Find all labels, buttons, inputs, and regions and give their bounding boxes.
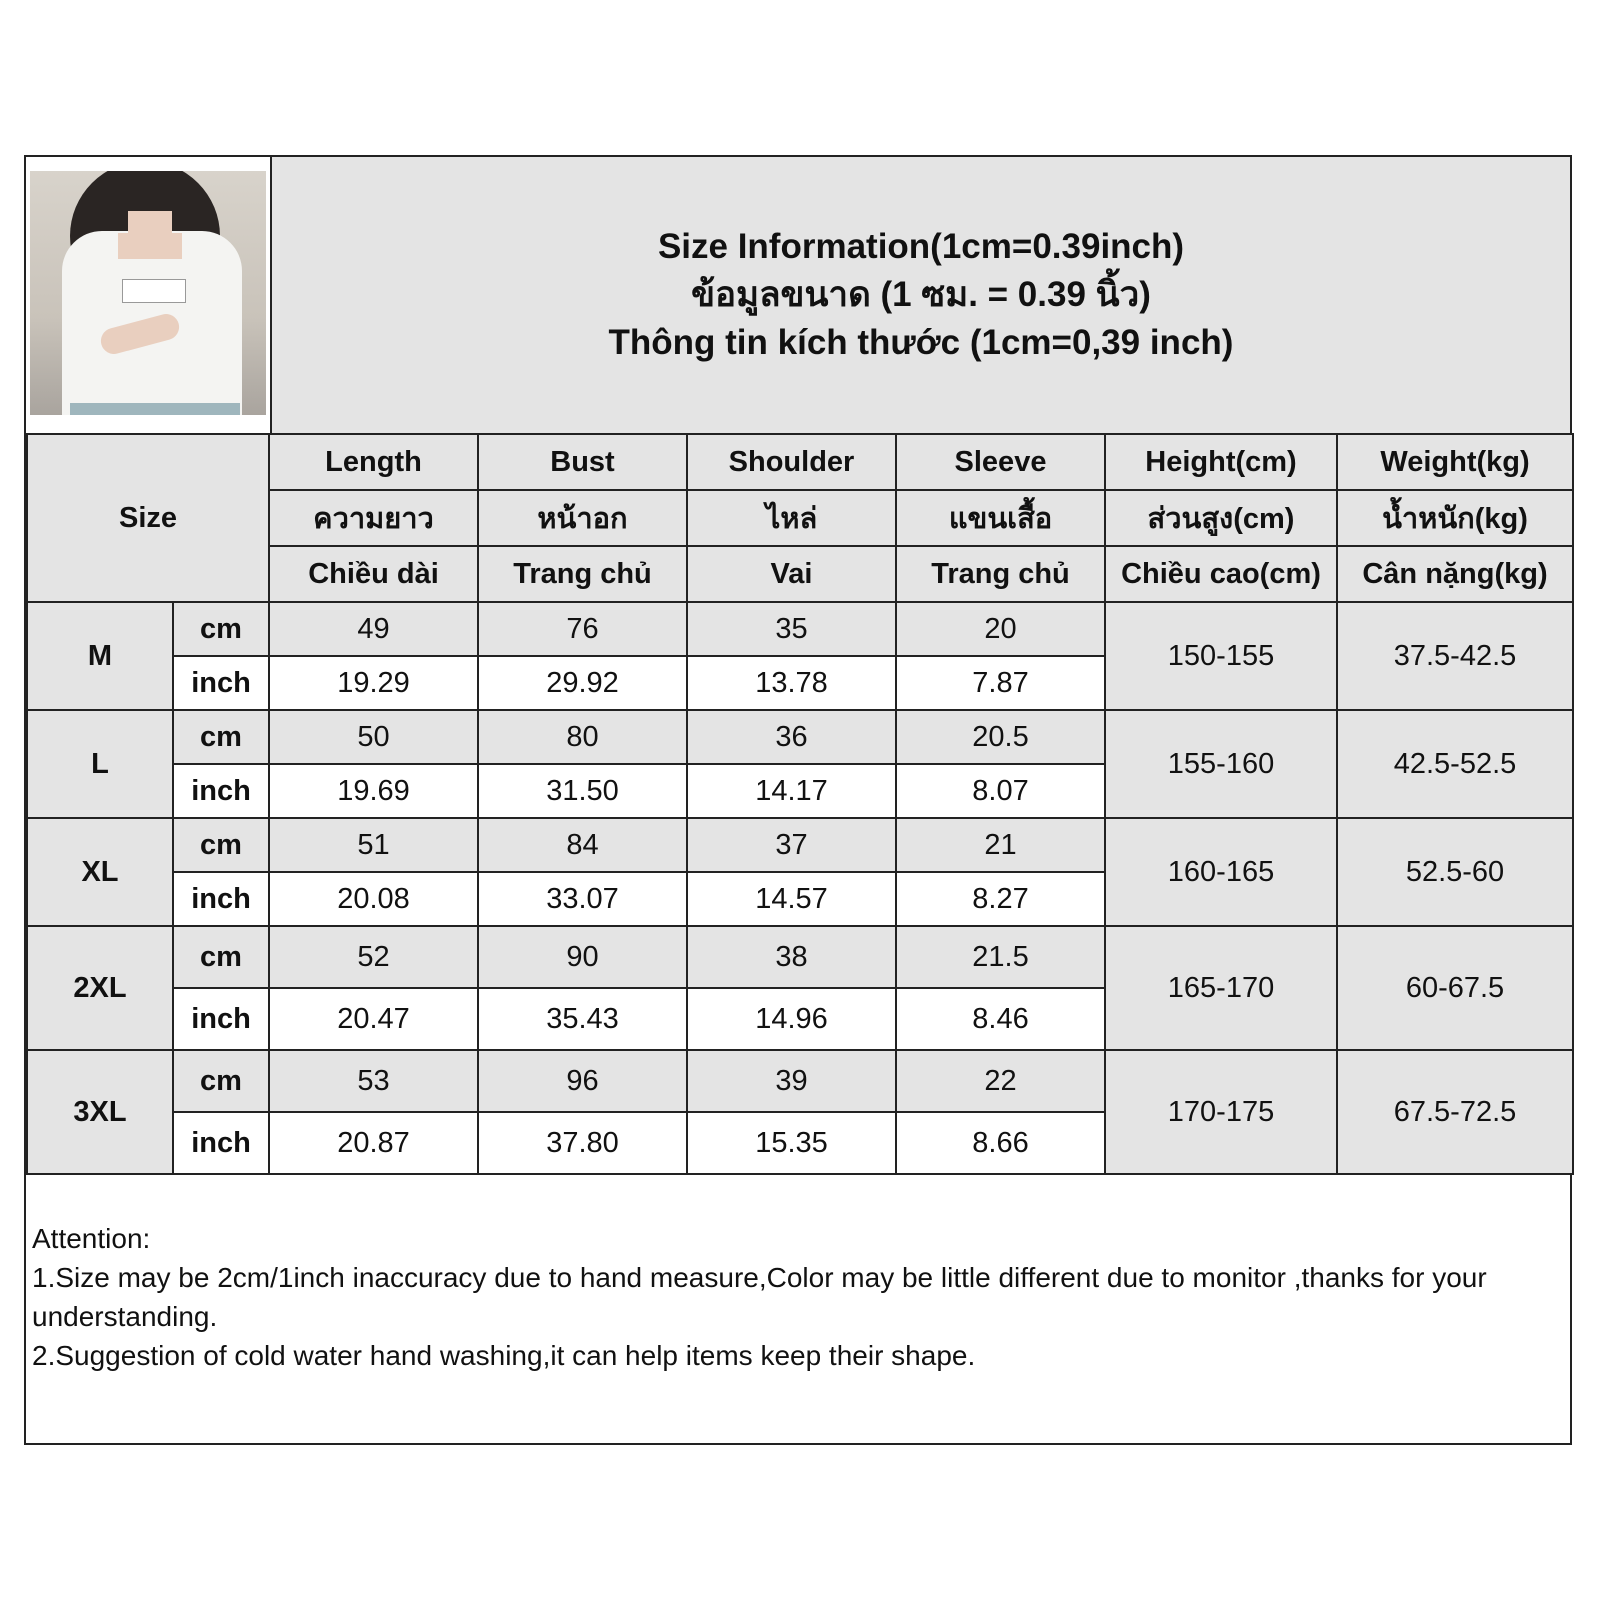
notes-line-2: 2.Suggestion of cold water hand washing,it can help items keep their shape.: [32, 1340, 976, 1371]
unit-label: cm: [173, 818, 269, 872]
unit-label: inch: [173, 656, 269, 710]
weight-range: 37.5-42.5: [1337, 602, 1573, 710]
column-header-en: Bust: [478, 434, 687, 490]
measurement-cell: 96: [478, 1050, 687, 1112]
header-row-en: [27, 434, 1573, 490]
height-range: 165-170: [1105, 926, 1337, 1050]
title-vietnamese: Thông tin kích thước (1cm=0,39 inch): [608, 323, 1234, 362]
size-label: L: [27, 710, 173, 818]
size-label: 3XL: [27, 1050, 173, 1174]
column-header-vi: Chiều cao(cm): [1105, 546, 1337, 602]
measurement-cell: 20.47: [269, 988, 478, 1050]
measurement-cell: 15.35: [687, 1112, 896, 1174]
unit-label: cm: [173, 926, 269, 988]
unit-label: inch: [173, 764, 269, 818]
measurement-cell: 7.87: [896, 656, 1105, 710]
size-row-cm: [27, 818, 1573, 872]
measurement-cell: 50: [269, 710, 478, 764]
column-header-vi: Cân nặng(kg): [1337, 546, 1573, 602]
measurement-cell: 35.43: [478, 988, 687, 1050]
title-block: [270, 157, 1570, 433]
measurement-cell: 90: [478, 926, 687, 988]
size-row-cm: [27, 602, 1573, 656]
notes-heading: Attention:: [32, 1223, 151, 1254]
column-header-th: ส่วนสูง(cm): [1105, 490, 1337, 546]
measurement-cell: 20.87: [269, 1112, 478, 1174]
unit-label: inch: [173, 1112, 269, 1174]
measurement-cell: 51: [269, 818, 478, 872]
unit-label: inch: [173, 988, 269, 1050]
measurement-cell: 33.07: [478, 872, 687, 926]
height-range: 155-160: [1105, 710, 1337, 818]
measurement-cell: 37.80: [478, 1112, 687, 1174]
notes-line-1: 1.Size may be 2cm/1inch inaccuracy due to hand measure,Color may be little different due to monitor ,thanks for your understanding.: [32, 1262, 1487, 1332]
product-photo: [30, 171, 266, 415]
column-header-en: Length: [269, 434, 478, 490]
column-header-vi: Vai: [687, 546, 896, 602]
column-header-th: หน้าอก: [478, 490, 687, 546]
measurement-cell: 36: [687, 710, 896, 764]
measurement-cell: 21: [896, 818, 1105, 872]
measurement-cell: 21.5: [896, 926, 1105, 988]
measurement-cell: 37: [687, 818, 896, 872]
unit-label: cm: [173, 602, 269, 656]
height-range: 160-165: [1105, 818, 1337, 926]
size-row-cm: [27, 926, 1573, 988]
weight-range: 42.5-52.5: [1337, 710, 1573, 818]
measurement-cell: 39: [687, 1050, 896, 1112]
measurement-cell: 80: [478, 710, 687, 764]
measurement-cell: 14.57: [687, 872, 896, 926]
title-english: Size Information(1cm=0.39inch): [657, 227, 1185, 266]
size-label: XL: [27, 818, 173, 926]
column-header-en: Height(cm): [1105, 434, 1337, 490]
column-header-en: Weight(kg): [1337, 434, 1573, 490]
chart-header: [26, 157, 1570, 436]
column-header-en: Sleeve: [896, 434, 1105, 490]
measurement-cell: 19.29: [269, 656, 478, 710]
unit-label: cm: [173, 1050, 269, 1112]
unit-label: inch: [173, 872, 269, 926]
measurement-cell: 53: [269, 1050, 478, 1112]
measurement-cell: 8.66: [896, 1112, 1105, 1174]
height-range: 150-155: [1105, 602, 1337, 710]
measurement-cell: 8.07: [896, 764, 1105, 818]
measurement-cell: 8.46: [896, 988, 1105, 1050]
size-table: [26, 433, 1574, 1175]
column-header-en: Shoulder: [687, 434, 896, 490]
column-header-vi: Trang chủ: [478, 546, 687, 602]
measurement-cell: 84: [478, 818, 687, 872]
unit-label: cm: [173, 710, 269, 764]
measurement-cell: 76: [478, 602, 687, 656]
measurement-cell: 35: [687, 602, 896, 656]
measurement-cell: 20: [896, 602, 1105, 656]
measurement-cell: 29.92: [478, 656, 687, 710]
measurement-cell: 49: [269, 602, 478, 656]
measurement-cell: 20.08: [269, 872, 478, 926]
measurement-cell: 20.5: [896, 710, 1105, 764]
weight-range: 60-67.5: [1337, 926, 1573, 1050]
column-header-vi: Trang chủ: [896, 546, 1105, 602]
measurement-cell: 22: [896, 1050, 1105, 1112]
size-row-cm: [27, 710, 1573, 764]
measurement-cell: 8.27: [896, 872, 1105, 926]
size-label: M: [27, 602, 173, 710]
size-header: Size: [27, 434, 269, 602]
size-row-cm: [27, 1050, 1573, 1112]
title-thai: ข้อมูลขนาด (1 ซม. = 0.39 นิ้ว): [691, 275, 1151, 314]
size-label: 2XL: [27, 926, 173, 1050]
measurement-cell: 19.69: [269, 764, 478, 818]
measurement-cell: 14.96: [687, 988, 896, 1050]
measurement-cell: 38: [687, 926, 896, 988]
size-chart: [24, 155, 1572, 1445]
measurement-cell: 13.78: [687, 656, 896, 710]
weight-range: 67.5-72.5: [1337, 1050, 1573, 1174]
column-header-th: ไหล่: [687, 490, 896, 546]
size-table-body: [27, 434, 1573, 1174]
measurement-cell: 14.17: [687, 764, 896, 818]
weight-range: 52.5-60: [1337, 818, 1573, 926]
column-header-vi: Chiều dài: [269, 546, 478, 602]
measurement-cell: 52: [269, 926, 478, 988]
height-range: 170-175: [1105, 1050, 1337, 1174]
column-header-th: ความยาว: [269, 490, 478, 546]
column-header-th: แขนเสื้อ: [896, 490, 1105, 546]
column-header-th: น้ำหนัก(kg): [1337, 490, 1573, 546]
attention-notes: [26, 1215, 1570, 1443]
measurement-cell: 31.50: [478, 764, 687, 818]
